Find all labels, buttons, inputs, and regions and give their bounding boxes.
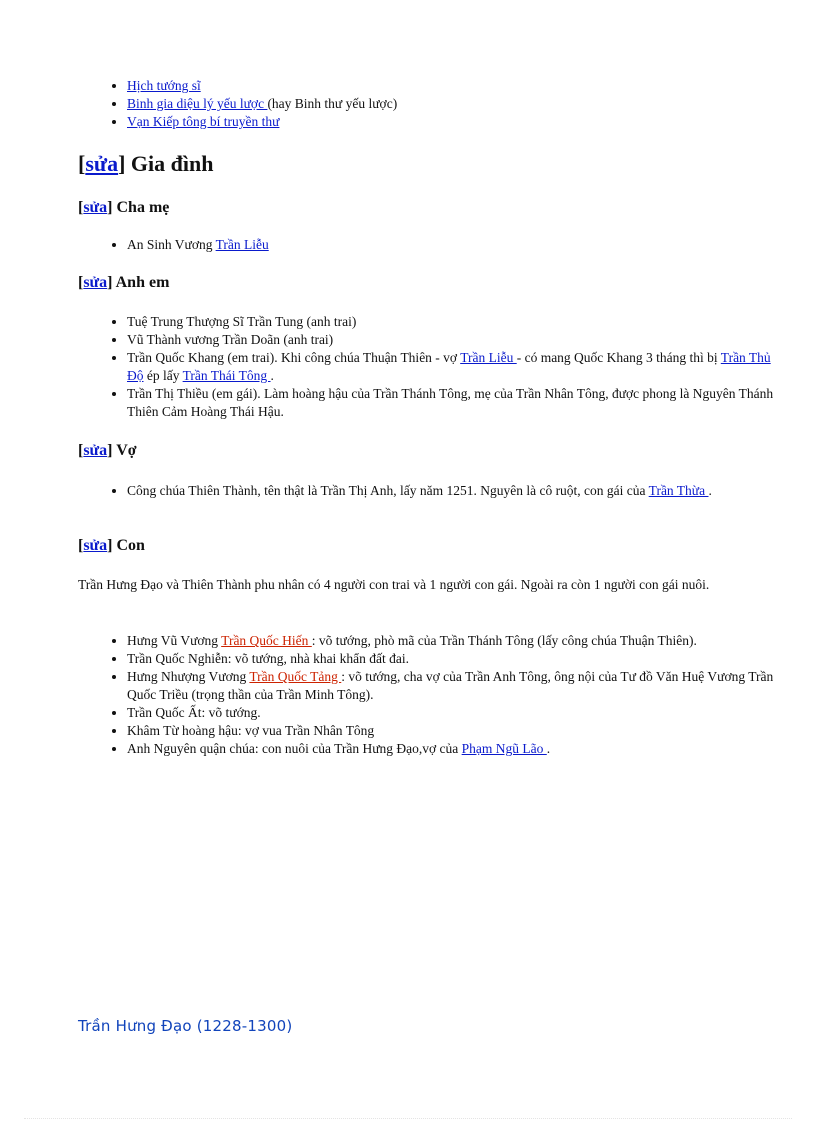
subheading-siblings xyxy=(78,273,169,293)
wife-list xyxy=(78,482,787,500)
list-item xyxy=(127,668,787,704)
list-item xyxy=(127,113,787,131)
list-item-text: . xyxy=(546,741,551,756)
edit-link-wife[interactable]: sửa xyxy=(83,442,108,459)
list-item: • Khâm Từ hoàng hậu: vợ vua Trần Nhân Tông xyxy=(127,722,787,740)
heading-text: Con xyxy=(116,537,145,554)
work-link-hich-tuong-si[interactable]: Hịch tướng sĩ xyxy=(127,78,201,93)
link-tran-thua[interactable]: Trần Thừa xyxy=(648,483,709,498)
heading-text: Vợ xyxy=(116,442,137,459)
edit-bracket: [sửa] xyxy=(78,274,113,291)
edit-bracket: [sửa] xyxy=(78,442,113,459)
list-item-text: Công chúa Thiên Thành, tên thật là Trần Thị Anh, lấy năm 1251. Nguyên là cô ruột, con gái của xyxy=(127,483,649,498)
list-item-text: : võ tướng, phò mã của Trần Thánh Tông (lấy công chúa Thuận Thiên). xyxy=(311,633,697,648)
heading-text: Anh em xyxy=(115,274,170,291)
edit-bracket: [sửa] xyxy=(78,199,113,216)
list-item-text: - có mang Quốc Khang 3 tháng thì bị xyxy=(516,350,721,365)
list-item-text: Anh Nguyên quận chúa: con nuôi của Trần Hưng Đạo,vợ của xyxy=(127,741,462,756)
subheading-wife xyxy=(78,441,137,461)
list-item xyxy=(127,77,787,95)
link-tran-quoc-tang[interactable]: Trần Quốc Tảng xyxy=(249,669,342,684)
list-item-text: (hay Binh thư yếu lược) xyxy=(267,96,398,111)
edit-bracket: [sửa] xyxy=(78,537,113,554)
siblings-list xyxy=(78,313,787,421)
list-item-text: . xyxy=(708,483,712,498)
work-link-binh-gia[interactable]: Binh gia diệu lý yếu lược xyxy=(127,96,268,111)
link-tran-thu-do[interactable]: Trần Thủ Độ xyxy=(127,350,771,383)
list-item xyxy=(127,632,787,650)
subheading-children xyxy=(78,536,145,556)
list-item: • Trần Quốc Nghiễn: võ tướng, nhà khai khẩn đất đai. xyxy=(127,650,787,668)
list-item xyxy=(127,482,787,500)
list-item: • Trần Quốc Ất: võ tướng. xyxy=(127,704,787,722)
edit-link-parents[interactable]: sửa xyxy=(83,199,108,216)
page-footer-title: Trần Hưng Đạo (1228-1300) xyxy=(78,1017,293,1035)
list-item-text: Hưng Nhượng Vương xyxy=(127,669,250,684)
edit-link-family[interactable]: sửa xyxy=(85,151,119,176)
list-item xyxy=(127,740,787,758)
link-tran-thai-tong[interactable]: Trần Thái Tông xyxy=(182,368,271,383)
list-item: • Trần Thị Thiều (em gái). Làm hoàng hậu của Trần Thánh Tông, mẹ của Trần Nhân Tông, được phong là Nguyên Thánh Thiên Cảm Hoàng Thái Hậu. xyxy=(127,385,787,421)
edit-link-siblings[interactable]: sửa xyxy=(83,274,108,291)
link-pham-ngu-lao[interactable]: Phạm Ngũ Lão xyxy=(461,741,547,756)
list-item-text: . xyxy=(270,368,274,383)
list-item-text: ép lấy xyxy=(143,368,183,383)
list-item: • Tuệ Trung Thượng Sĩ Trần Tung (anh trai) xyxy=(127,313,787,331)
section-heading-family xyxy=(78,151,213,177)
subheading-parents xyxy=(78,198,169,218)
list-item xyxy=(127,349,787,385)
list-item xyxy=(127,95,787,113)
edit-link-children[interactable]: sửa xyxy=(83,537,108,554)
list-item-text: Hưng Vũ Vương xyxy=(127,633,222,648)
list-item xyxy=(127,236,787,254)
works-list xyxy=(78,77,787,131)
children-intro: Trần Hưng Đạo và Thiên Thành phu nhân có 4 người con trai và 1 người con gái. Ngoài ra còn 1 người con gái nuôi. xyxy=(78,577,710,592)
link-tran-lieu-2[interactable]: Trần Liễu xyxy=(460,350,517,365)
link-tran-quoc-hien[interactable]: Trần Quốc Hiến xyxy=(221,633,312,648)
work-link-van-kiep[interactable]: Vạn Kiếp tông bí truyền thư xyxy=(127,114,280,129)
heading-text: Cha mẹ xyxy=(116,199,170,216)
list-item-text: : võ tướng, cha vợ của Trần Anh Tông, ông nội của Tư đồ Văn Huệ Vương Trần Quốc Triều (trọng thần của Trần Minh Tông). xyxy=(127,669,774,702)
list-item-text: Trần Quốc Khang (em trai). Khi công chúa Thuận Thiên - vợ xyxy=(127,350,461,365)
edit-bracket: [sửa] xyxy=(78,151,126,176)
list-item-text: An Sinh Vương xyxy=(127,237,216,252)
link-tran-lieu[interactable]: Trần Liễu xyxy=(215,237,269,252)
list-item: • Vũ Thành vương Trần Doãn (anh trai) xyxy=(127,331,787,349)
heading-text: Gia đình xyxy=(130,151,214,176)
parents-list xyxy=(78,236,787,254)
page-bottom-divider xyxy=(24,1118,792,1119)
children-list xyxy=(78,632,787,758)
